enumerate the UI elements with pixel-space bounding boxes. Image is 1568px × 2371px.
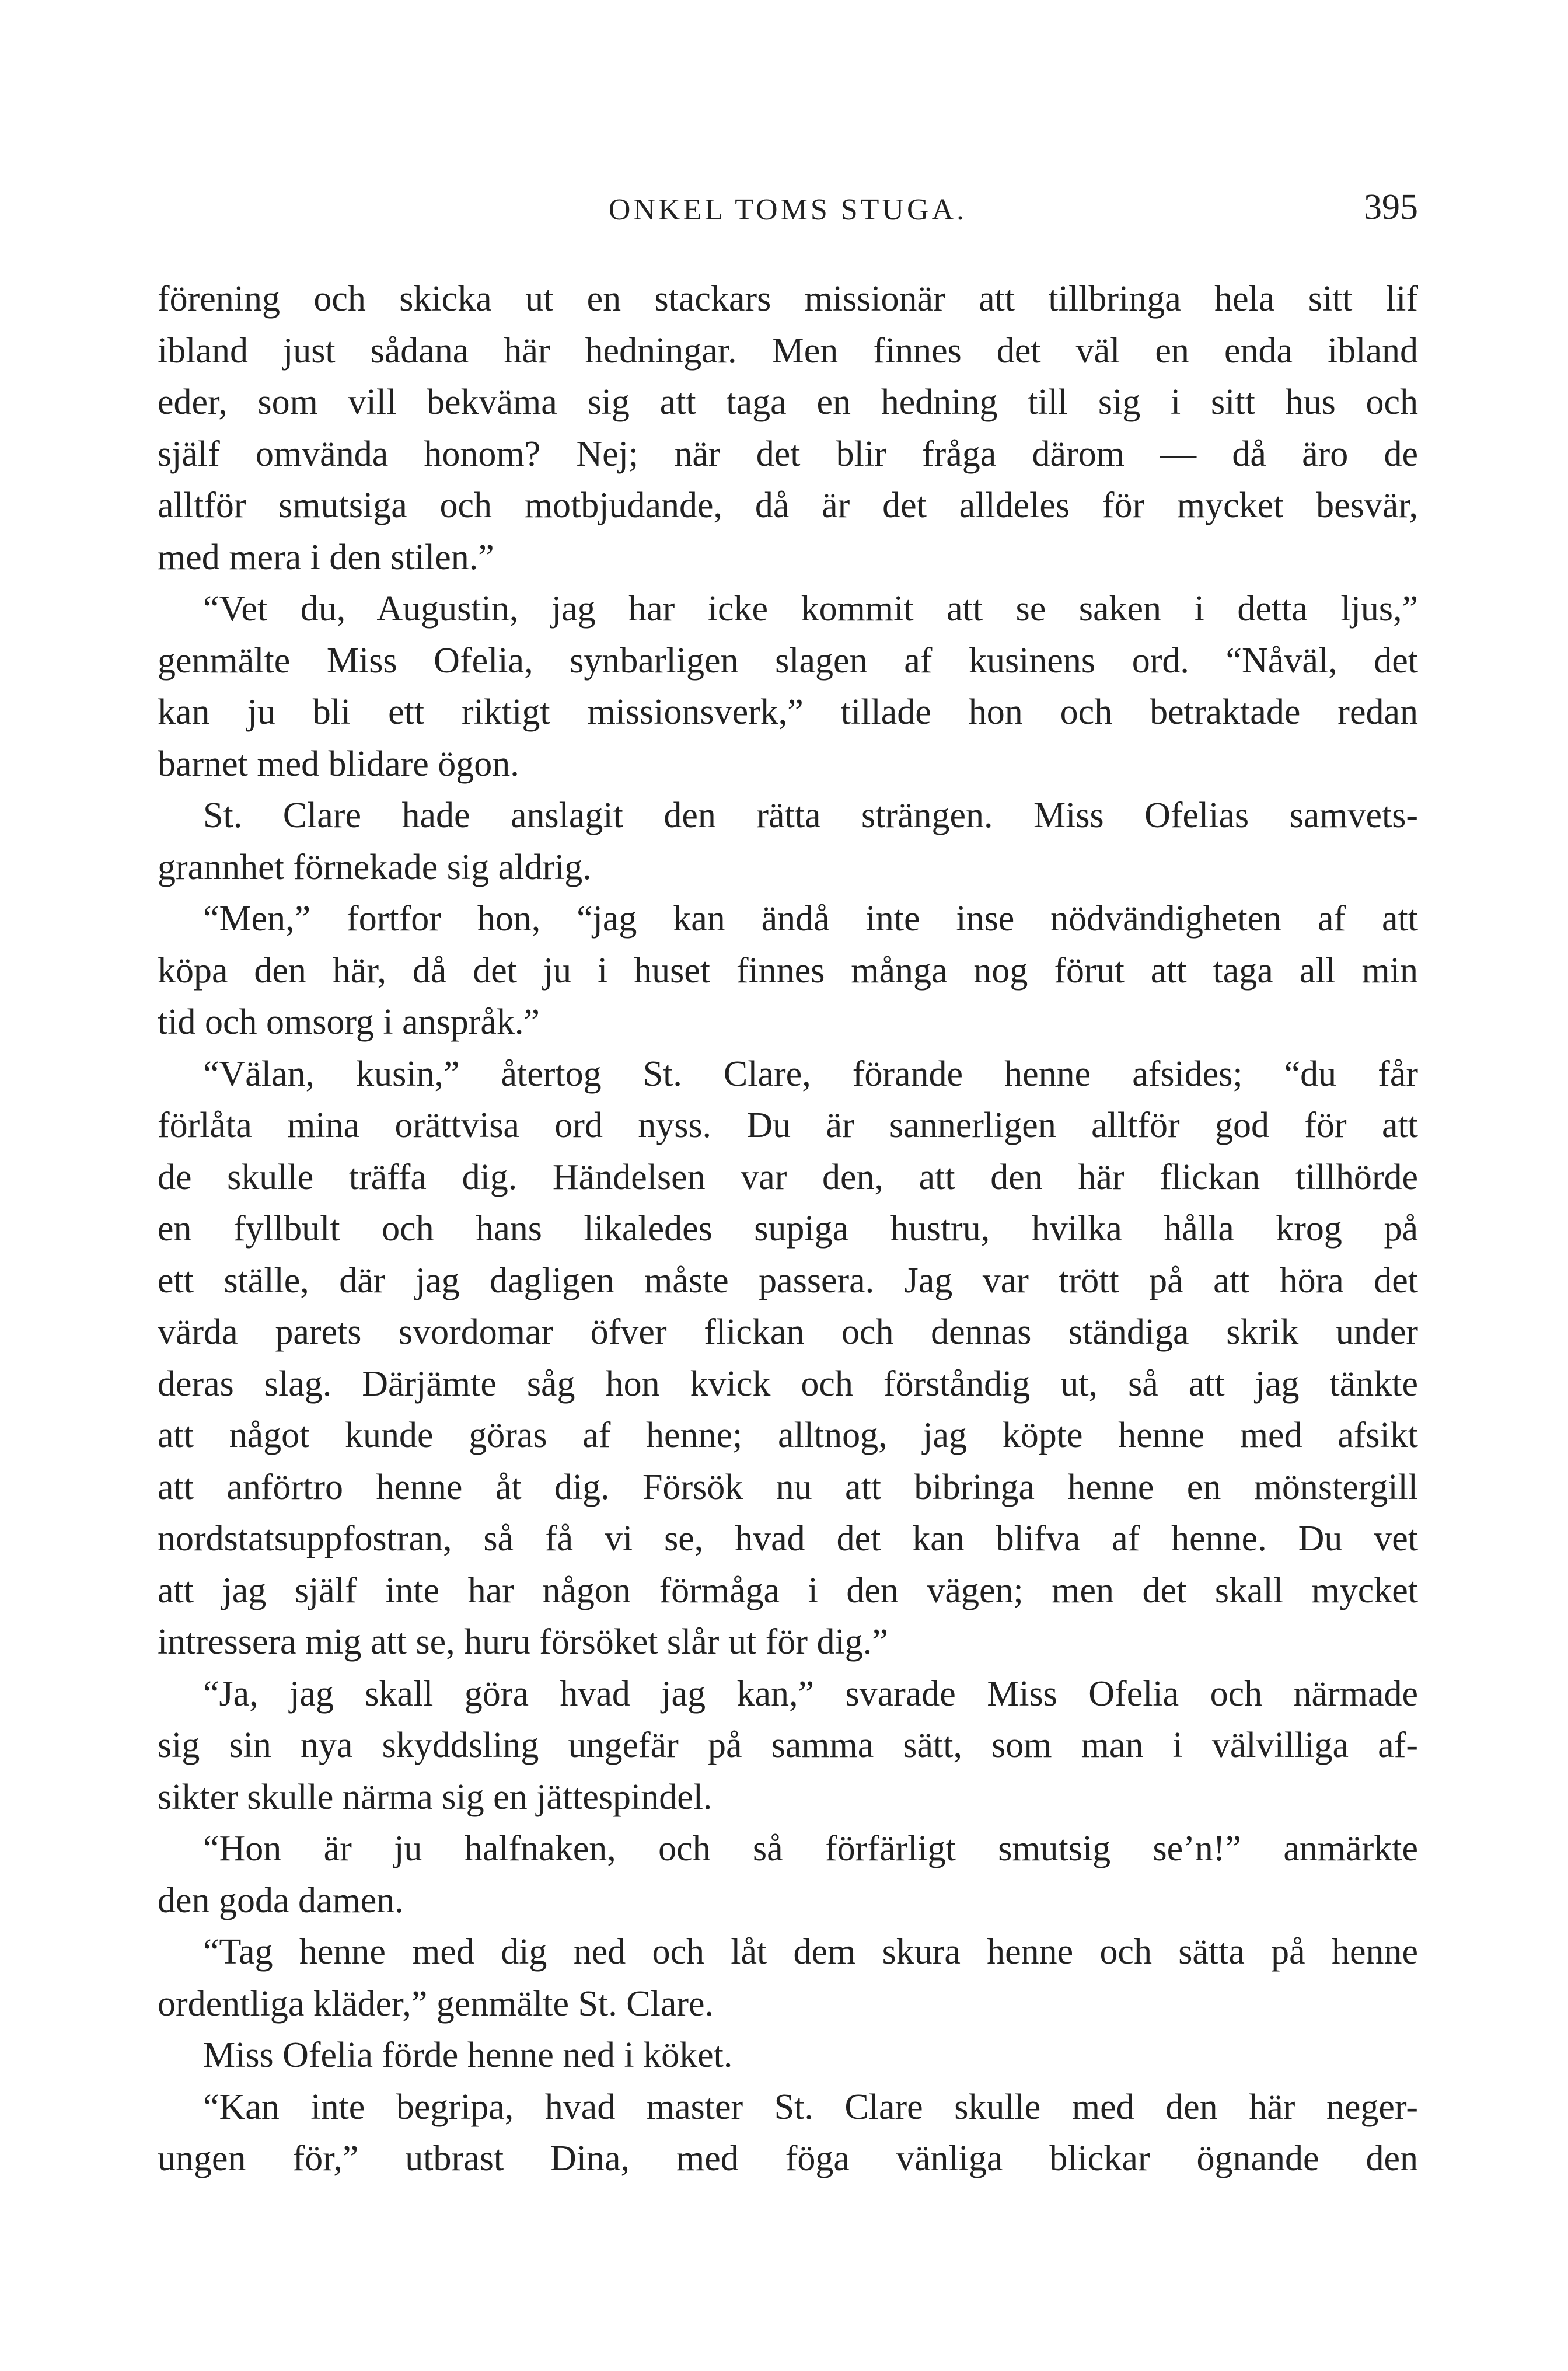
text-line: ordentliga kläder,” genmälte St. Clare. <box>158 1983 714 2024</box>
text-line: att något kunde göras af henne; alltnog, jag köpte henne med afsikt <box>158 1415 1418 1455</box>
text-line: eder, som vill bekväma sig att taga en hedning till sig i sitt hus och <box>158 382 1418 422</box>
text-line: köpa den här, då det ju i huset finnes många nog förut att taga all min <box>158 950 1418 991</box>
text-line: genmälte Miss Ofelia, synbarligen slagen af kusinens ord. “Nåväl, det <box>158 640 1418 681</box>
text-line: sig sin nya skyddsling ungefär på samma sätt, som man i välvilliga af- <box>158 1725 1418 1765</box>
text-line: värda parets svordomar öfver flickan och dennas ständiga skrik under <box>158 1312 1418 1352</box>
text-line: “Ja, jag skall göra hvad jag kan,” svarade Miss Ofelia och närmade <box>203 1673 1418 1714</box>
text-line: att jag själf inte har någon förmåga i den vägen; men det skall mycket <box>158 1570 1418 1610</box>
text-line: “Men,” fortfor hon, “jag kan ändå inte inse nödvändigheten af att <box>203 899 1418 939</box>
text-line: nordstatsuppfostran, så få vi se, hvad det kan blifva af henne. Du vet <box>158 1519 1418 1558</box>
text-line: den goda damen. <box>158 1880 404 1920</box>
text-line: St. Clare hade anslagit den rätta strängen. Miss Ofelias samvets- <box>203 796 1418 835</box>
text-line: “Kan inte begripa, hvad master St. Clare skulle med den här neger- <box>203 2087 1418 2127</box>
text-line: ett ställe, där jag dagligen måste passera. Jag var trött på att höra det <box>158 1260 1418 1300</box>
text-line: “Hon är ju halfnaken, och så förfärligt smutsig se’n!” anmärkte <box>203 1829 1418 1868</box>
text-line: grannhet förnekade sig aldrig. <box>158 847 592 887</box>
text-line: “Tag henne med dig ned och låt dem skura henne och sätta på henne <box>203 1932 1418 1972</box>
text-line: en fyllbult och hans likaledes supiga hustru, hvilka hålla krog på <box>158 1209 1418 1249</box>
text-line: deras slag. Därjämte såg hon kvick och förståndig ut, så att jag tänkte <box>158 1364 1418 1404</box>
text-line: förlåta mina orättvisa ord nyss. Du är sannerligen alltför god för att <box>158 1106 1418 1145</box>
text-line: att anförtro henne åt dig. Försök nu att bibringa henne en mönstergill <box>158 1467 1418 1507</box>
text-line: “Välan, kusin,” återtog St. Clare, förande henne afsides; “du får <box>203 1054 1418 1094</box>
text-line: tid och omsorg i anspråk.” <box>158 1002 540 1042</box>
text-line: ungen för,” utbrast Dina, med föga vänliga blickar ögnande den <box>158 2139 1418 2178</box>
text-line: sikter skulle närma sig en jättespindel. <box>158 1777 713 1817</box>
text-line: barnet med blidare ögon. <box>158 744 519 784</box>
text-line: intressera mig att se, huru försöket slår ut för dig.” <box>158 1622 888 1662</box>
page-number: 395 <box>1364 187 1418 227</box>
page-header <box>158 187 1418 239</box>
text-line: Miss Ofelia förde henne ned i köket. <box>203 2035 733 2075</box>
running-title: ONKEL TOMS STUGA. <box>608 193 968 226</box>
text-line: alltför smutsiga och motbjudande, då är det alldeles för mycket besvär, <box>158 486 1418 525</box>
text-line: själf omvända honom? Nej; när det blir fråga därom — då äro de <box>158 434 1418 474</box>
text-line: de skulle träffa dig. Händelsen var den, att den här flickan tillhörde <box>158 1157 1418 1197</box>
body-text <box>158 273 1418 2185</box>
text-line: ibland just sådana här hedningar. Men finnes det väl en enda ibland <box>158 330 1418 371</box>
text-line: kan ju bli ett riktigt missionsverk,” tillade hon och betraktade redan <box>158 692 1418 732</box>
text-line: med mera i den stilen.” <box>158 537 494 577</box>
text-line: förening och skicka ut en stackars missionär att tillbringa hela sitt lif <box>158 279 1418 319</box>
text-line: “Vet du, Augustin, jag har icke kommit att se saken i detta ljus,” <box>203 589 1418 629</box>
